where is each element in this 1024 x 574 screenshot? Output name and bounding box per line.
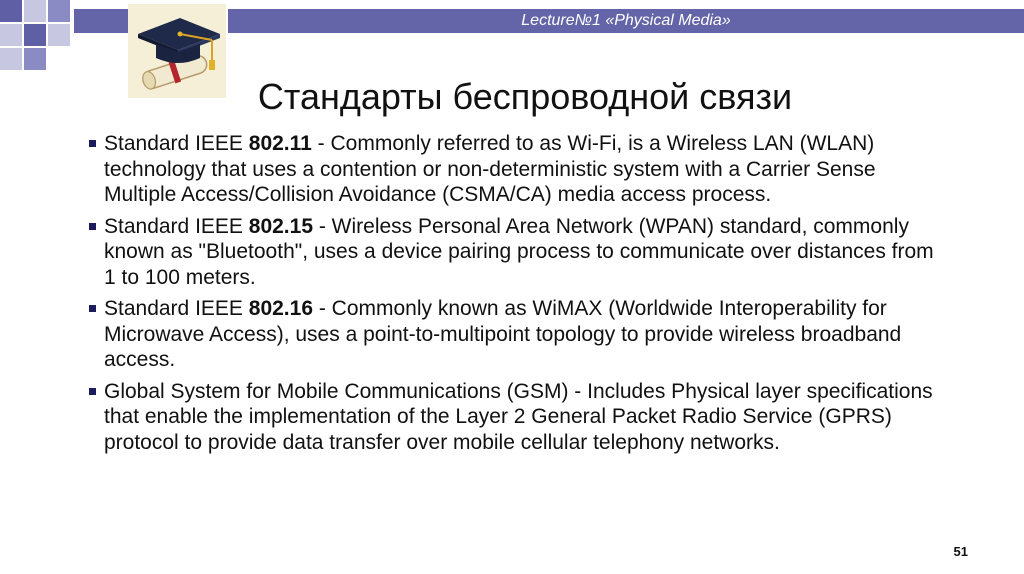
standard-number: 802.16 [248,297,313,320]
bullet-prefix: Standard IEEE [104,297,249,320]
list-item [88,214,948,291]
bullet-text: - Commonly referred to as Wi-Fi, is a Wireless LAN (WLAN) technology that uses a contention or non-deterministic system with a Carrier Sense Multiple Access/Collision Avoidance (CSMA/CA) media access process. [104,132,876,206]
header-bar [228,9,1024,33]
square-bullet-icon [89,388,96,395]
header-bar-segment [74,9,128,33]
square-bullet-icon [89,140,96,147]
square-bullet-icon [89,305,96,312]
list-item [88,296,948,373]
bullet-text: - Commonly known as WiMAX (Worldwide Interoperability for Microwave Access), uses a point-to-multipoint topology to provide wireless broadband access. [104,297,902,371]
bullet-text: Global System for Mobile Communications (GSM) - Includes Physical layer specifications that enable the implementation of the Layer 2 General Packet Radio Service (GPRS) protocol to provide data transfer over mobile cellular telephony networks. [104,379,933,454]
page-number: 51 [953,544,968,559]
square-bullet-icon [89,223,96,230]
standard-number: 802.11 [248,132,312,155]
bullet-prefix: Standard IEEE [104,132,249,155]
bullet-text: - Wireless Personal Area Network (WPAN) standard, commonly known as "Bluetooth", uses a device pairing process to communicate over distances from 1 to 100 meters. [104,214,934,289]
bullet-prefix: Standard IEEE [104,214,249,238]
lecture-title: Lecture№1 «Physical Media» [521,12,731,29]
list-item [88,379,948,456]
list-item [88,131,948,208]
bullet-list [88,131,948,461]
slide-title: Стандарты беспроводной связи [257,76,793,117]
standard-number: 802.15 [248,214,313,238]
